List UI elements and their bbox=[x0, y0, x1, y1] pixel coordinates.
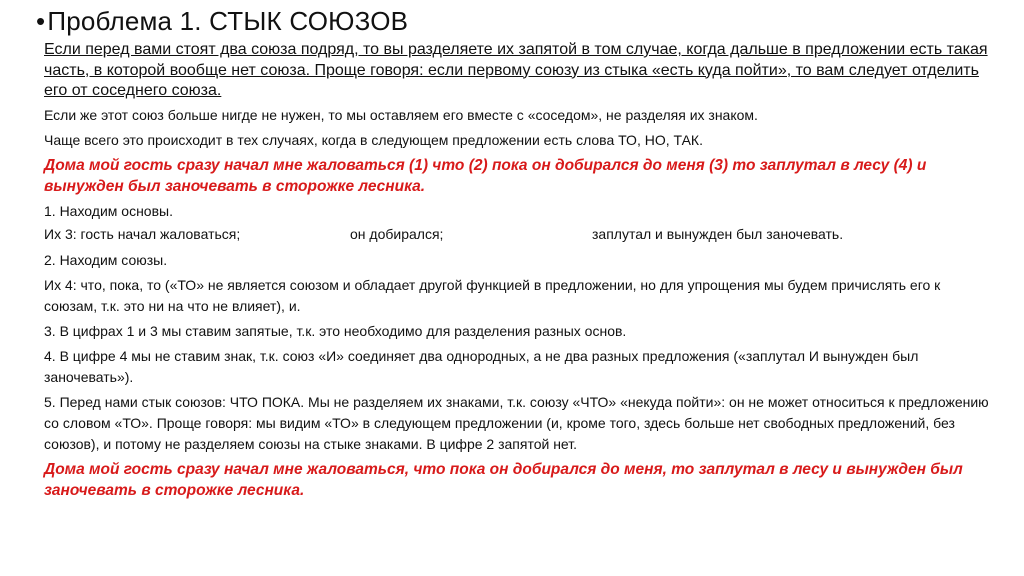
bases-line bbox=[44, 226, 994, 247]
step-3: 3. В цифрах 1 и 3 мы ставим запятые, т.к. это необходимо для разделения разных основ. bbox=[44, 322, 627, 339]
title-text: Проблема 1. СТЫК СОЮЗОВ bbox=[47, 6, 409, 36]
step-1: 1. Находим основы. bbox=[44, 202, 173, 219]
bases-third: заплутал и вынужден был заночевать. bbox=[592, 225, 844, 242]
slide-content bbox=[44, 40, 994, 505]
unions-paragraph: Их 4: что, пока, то («ТО» не является союзом и обладает другой функцией в предложении, но для упрощения мы будем причислять его к союзам, т.к. это ни на что не влияет), и. bbox=[44, 276, 941, 314]
step-4: 4. В цифре 4 мы не ставим знак, т.к. союз «И» соединяет два однородных, а не два разных предложения («заплутал И вынужден был заночевать»). bbox=[44, 347, 919, 385]
step-2: 2. Находим союзы. bbox=[44, 251, 168, 268]
title-bullet: • bbox=[36, 6, 46, 36]
note-paragraph-1: Если же этот союз больше нигде не нужен, то мы оставляем его вместе с «соседом», не разделяя их знаком. bbox=[44, 106, 758, 123]
intro-paragraph: Если перед вами стоят два союза подряд, то вы разделяете их запятой в том случае, когда дальше в предложении есть такая часть, в которой вообще нет союза. Проще говоря: если первому союзу из стыка «есть куда пойти», то вам следует отделить его от соседнего союза. bbox=[44, 41, 988, 99]
bases-second: он добирался; bbox=[350, 225, 444, 242]
bases-first: Их 3: гость начал жаловаться; bbox=[44, 225, 241, 242]
slide-title bbox=[36, 6, 408, 37]
step-5: 5. Перед нами стык союзов: ЧТО ПОКА. Мы не разделяем их знаками, т.к. союзу «ЧТО» «некуда пойти»: он не может относиться к предложению со словом «ТО». Проще говоря: мы видим «ТО» в следующем предложении (и, кроме того, здесь больше нет свободных предложений, без союзов), и потому не разделяем союзы на стыке знаками. В цифре 2 запятой нет. bbox=[44, 393, 989, 452]
example-sentence-final: Дома мой гость сразу начал мне жаловаться, что пока он добирался до меня, то заплутал в лесу и вынужден был заночевать в сторожке лесника. bbox=[44, 460, 963, 499]
example-sentence-marked: Дома мой гость сразу начал мне жаловаться (1) что (2) пока он добирался до меня (3) то заплутал в лесу (4) и вынужден был заночевать в сторожке лесника. bbox=[44, 156, 927, 195]
note-paragraph-2: Чаще всего это происходит в тех случаях, когда в следующем предложении есть слова ТО, НО, ТАК. bbox=[44, 131, 703, 148]
